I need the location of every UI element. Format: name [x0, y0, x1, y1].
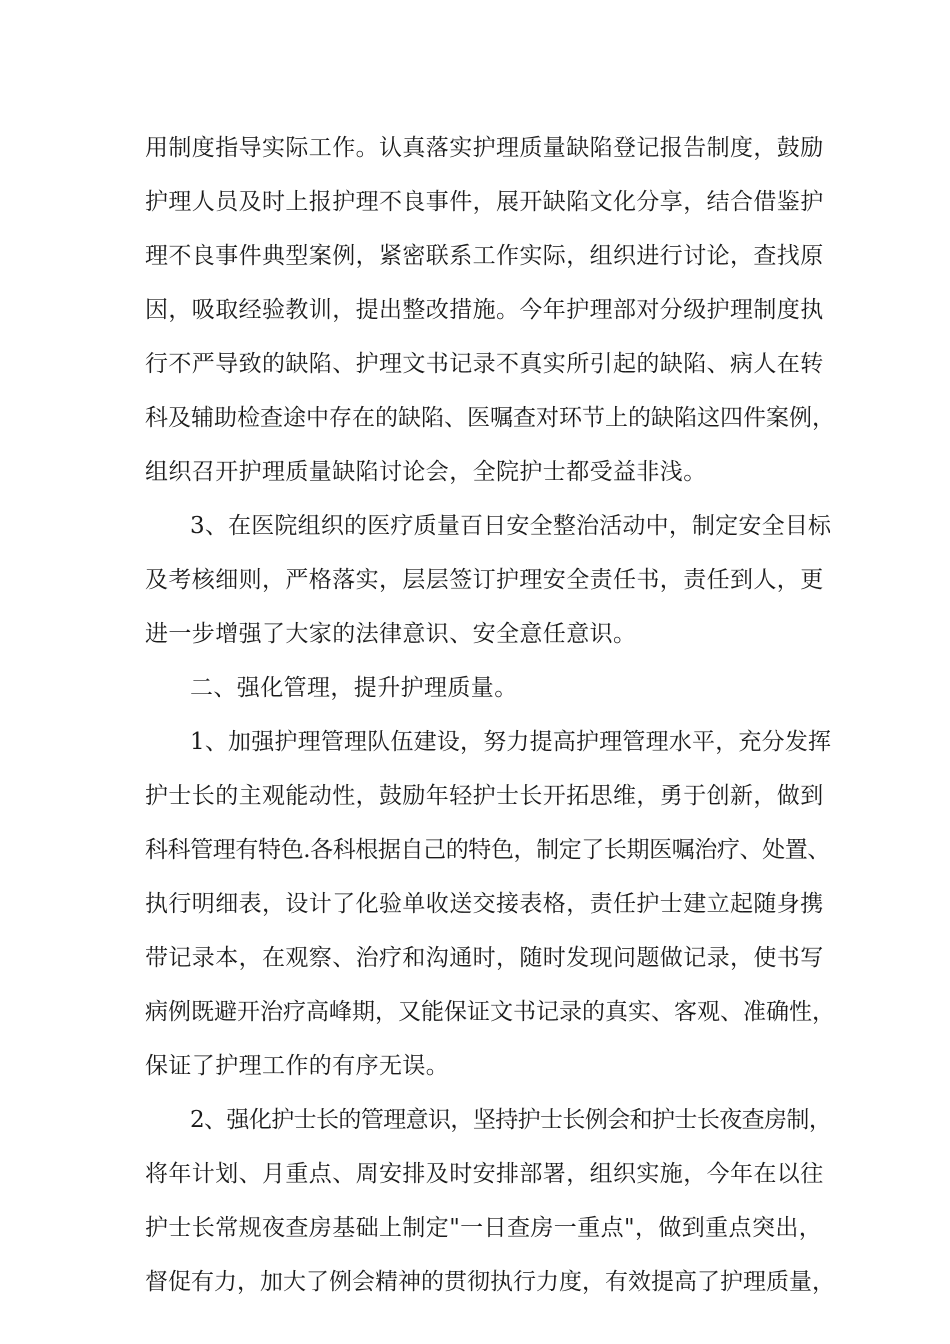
text-line: 及考核细则，严格落实，层层签订护理安全责任书，责任到人，更 — [145, 567, 824, 593]
text-line: 进一步增强了大家的法律意识、安全意任意识。 — [145, 621, 637, 647]
text-line: 督促有力，加大了例会精神的贯彻执行力度，有效提高了护理质量， — [145, 1269, 835, 1295]
text-line: 护理人员及时上报护理不良事件，展开缺陷文化分享，结合借鉴护 — [145, 189, 824, 215]
text-line: 行不严导致的缺陷、护理文书记录不真实所引起的缺陷、病人在转 — [145, 351, 824, 377]
text-line: 用制度指导实际工作。认真落实护理质量缺陷登记报告制度，鼓励 — [145, 135, 824, 161]
text-line: 理不良事件典型案例，紧密联系工作实际，组织进行讨论，查找原 — [145, 243, 824, 269]
text-line: 科及辅助检查途中存在的缺陷、医嘱查对环节上的缺陷这四件案例， — [145, 405, 835, 431]
text-line: 执行明细表，设计了化验单收送交接表格，责任护士建立起随身携 — [145, 891, 824, 917]
section-heading: 二、强化管理，提升护理质量。 — [190, 675, 518, 701]
text-line: 护士长常规夜查房基础上制定"一日查房一重点"，做到重点突出， — [145, 1215, 823, 1241]
paragraph-start-line: 1、加强护理管理队伍建设，努力提高护理管理水平，充分发挥 — [190, 729, 832, 755]
paragraph-start-line: 3、在医院组织的医疗质量百日安全整治活动中，制定安全目标 — [190, 513, 832, 539]
text-line: 护士长的主观能动性，鼓励年轻护士长开拓思维，勇于创新，做到 — [145, 783, 824, 809]
text-line: 将年计划、月重点、周安排及时安排部署，组织实施，今年在以往 — [145, 1161, 824, 1187]
text-line: 因，吸取经验教训，提出整改措施。今年护理部对分级护理制度执 — [145, 297, 824, 323]
text-line: 保证了护理工作的有序无误。 — [145, 1053, 450, 1079]
text-line: 病例既避开治疗高峰期，又能保证文书记录的真实、客观、准确性， — [145, 999, 835, 1025]
text-line: 科科管理有特色.各科根据自己的特色，制定了长期医嘱治疗、处置、 — [145, 837, 830, 863]
paragraph-start-line: 2、强化护士长的管理意识，坚持护士长例会和护士长夜查房制， — [190, 1107, 832, 1133]
text-line: 带记录本，在观察、治疗和沟通时，随时发现问题做记录，使书写 — [145, 945, 824, 971]
text-line: 组织召开护理质量缺陷讨论会，全院护士都受益非浅。 — [145, 459, 707, 485]
